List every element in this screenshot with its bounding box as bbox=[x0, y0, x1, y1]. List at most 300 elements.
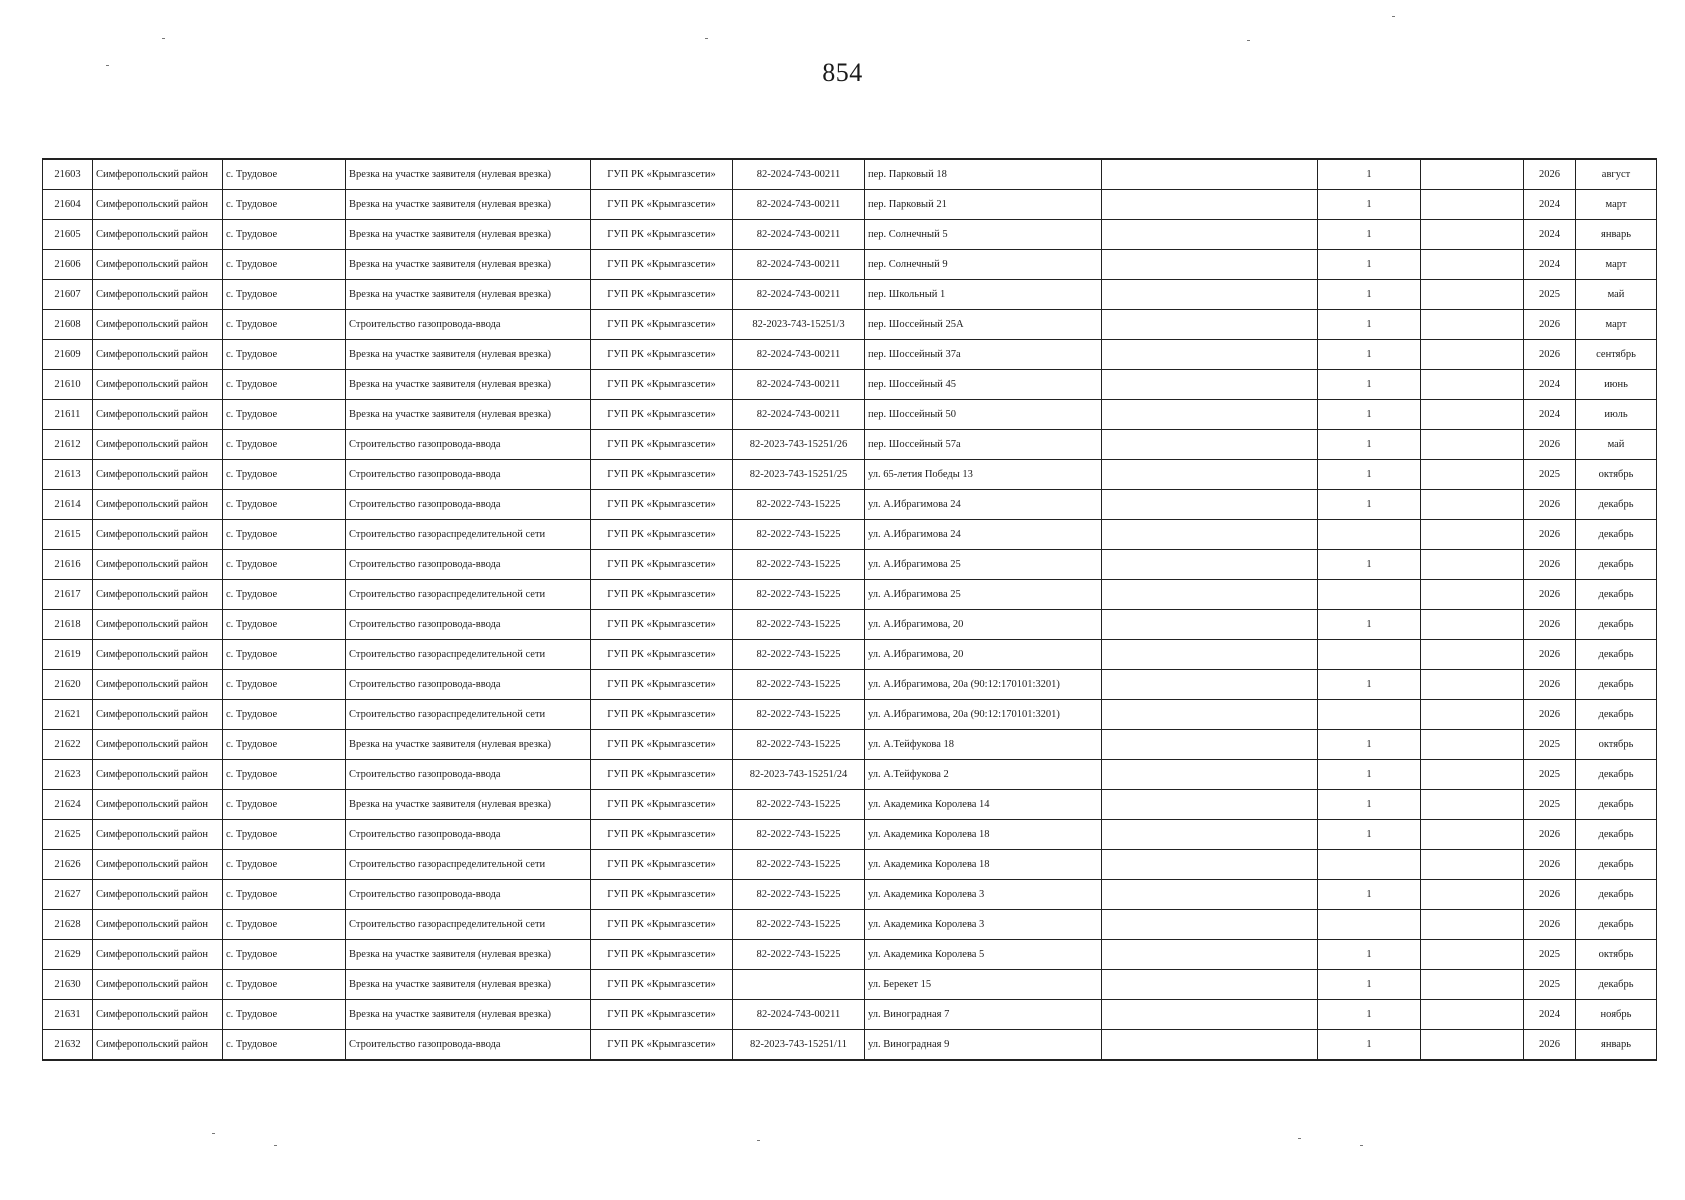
note-cell bbox=[1102, 580, 1318, 610]
month-cell: декабрь bbox=[1576, 760, 1657, 790]
work-type-cell: Врезка на участке заявителя (нулевая врезка) bbox=[346, 730, 591, 760]
district-cell: Симферопольский район bbox=[93, 1000, 223, 1030]
code-cell: 82-2024-743-00211 bbox=[733, 400, 865, 430]
organization-cell: ГУП РК «Крымгазсети» bbox=[591, 880, 733, 910]
extra-cell bbox=[1421, 850, 1524, 880]
quantity-cell: 1 bbox=[1318, 610, 1421, 640]
district-cell: Симферопольский район bbox=[93, 370, 223, 400]
organization-cell: ГУП РК «Крымгазсети» bbox=[591, 370, 733, 400]
work-type-cell: Строительство газопровода-ввода bbox=[346, 820, 591, 850]
scan-speck bbox=[274, 1145, 277, 1146]
address-cell: ул. А.Ибрагимова, 20 bbox=[865, 640, 1102, 670]
extra-cell bbox=[1421, 520, 1524, 550]
address-cell: пер. Шоссейный 57а bbox=[865, 430, 1102, 460]
table-row bbox=[43, 790, 1657, 820]
code-cell: 82-2024-743-00211 bbox=[733, 190, 865, 220]
month-cell: декабрь bbox=[1576, 640, 1657, 670]
address-cell: ул. А.Ибрагимова 24 bbox=[865, 490, 1102, 520]
table-row bbox=[43, 700, 1657, 730]
district-cell: Симферопольский район bbox=[93, 430, 223, 460]
table-row bbox=[43, 490, 1657, 520]
code-cell: 82-2024-743-00211 bbox=[733, 1000, 865, 1030]
table-row bbox=[43, 190, 1657, 220]
month-cell: декабрь bbox=[1576, 580, 1657, 610]
month-cell: январь bbox=[1576, 1030, 1657, 1061]
quantity-cell: 1 bbox=[1318, 370, 1421, 400]
locality-cell: с. Трудовое bbox=[223, 430, 346, 460]
district-cell: Симферопольский район bbox=[93, 610, 223, 640]
organization-cell: ГУП РК «Крымгазсети» bbox=[591, 1030, 733, 1061]
locality-cell: с. Трудовое bbox=[223, 250, 346, 280]
locality-cell: с. Трудовое bbox=[223, 1030, 346, 1061]
district-cell: Симферопольский район bbox=[93, 400, 223, 430]
address-cell: ул. 65-летия Победы 13 bbox=[865, 460, 1102, 490]
quantity-cell: 1 bbox=[1318, 190, 1421, 220]
quantity-cell: 1 bbox=[1318, 940, 1421, 970]
quantity-cell: 1 bbox=[1318, 1030, 1421, 1061]
note-cell bbox=[1102, 1030, 1318, 1061]
table-row bbox=[43, 250, 1657, 280]
page-number: 854 bbox=[822, 58, 863, 87]
work-type-cell: Строительство газораспределительной сети bbox=[346, 640, 591, 670]
organization-cell: ГУП РК «Крымгазсети» bbox=[591, 190, 733, 220]
table-row bbox=[43, 159, 1657, 190]
address-cell: пер. Шоссейный 25А bbox=[865, 310, 1102, 340]
month-cell: декабрь bbox=[1576, 610, 1657, 640]
district-cell: Симферопольский район bbox=[93, 820, 223, 850]
quantity-cell: 1 bbox=[1318, 820, 1421, 850]
district-cell: Симферопольский район bbox=[93, 640, 223, 670]
month-cell: декабрь bbox=[1576, 700, 1657, 730]
locality-cell: с. Трудовое bbox=[223, 190, 346, 220]
year-cell: 2024 bbox=[1524, 250, 1576, 280]
note-cell bbox=[1102, 670, 1318, 700]
district-cell: Симферопольский район bbox=[93, 910, 223, 940]
code-cell: 82-2022-743-15225 bbox=[733, 490, 865, 520]
row-number: 21605 bbox=[43, 220, 93, 250]
locality-cell: с. Трудовое bbox=[223, 880, 346, 910]
extra-cell bbox=[1421, 970, 1524, 1000]
month-cell: декабрь bbox=[1576, 820, 1657, 850]
locality-cell: с. Трудовое bbox=[223, 550, 346, 580]
extra-cell bbox=[1421, 250, 1524, 280]
scan-speck bbox=[162, 38, 165, 39]
work-type-cell: Строительство газопровода-ввода bbox=[346, 550, 591, 580]
extra-cell bbox=[1421, 159, 1524, 190]
locality-cell: с. Трудовое bbox=[223, 220, 346, 250]
year-cell: 2025 bbox=[1524, 730, 1576, 760]
quantity-cell: 1 bbox=[1318, 310, 1421, 340]
code-cell: 82-2022-743-15225 bbox=[733, 520, 865, 550]
address-cell: ул. Академика Королева 5 bbox=[865, 940, 1102, 970]
code-cell: 82-2023-743-15251/26 bbox=[733, 430, 865, 460]
extra-cell bbox=[1421, 400, 1524, 430]
year-cell: 2026 bbox=[1524, 610, 1576, 640]
table-row bbox=[43, 670, 1657, 700]
code-cell: 82-2022-743-15225 bbox=[733, 820, 865, 850]
row-number: 21612 bbox=[43, 430, 93, 460]
code-cell bbox=[733, 970, 865, 1000]
quantity-cell: 1 bbox=[1318, 490, 1421, 520]
scan-speck bbox=[1360, 1145, 1363, 1146]
organization-cell: ГУП РК «Крымгазсети» bbox=[591, 820, 733, 850]
locality-cell: с. Трудовое bbox=[223, 340, 346, 370]
organization-cell: ГУП РК «Крымгазсети» bbox=[591, 159, 733, 190]
year-cell: 2026 bbox=[1524, 700, 1576, 730]
organization-cell: ГУП РК «Крымгазсети» bbox=[591, 550, 733, 580]
code-cell: 82-2022-743-15225 bbox=[733, 610, 865, 640]
locality-cell: с. Трудовое bbox=[223, 790, 346, 820]
year-cell: 2026 bbox=[1524, 340, 1576, 370]
extra-cell bbox=[1421, 1000, 1524, 1030]
scan-speck bbox=[212, 1133, 215, 1134]
address-cell: ул. Академика Королева 3 bbox=[865, 880, 1102, 910]
code-cell: 82-2024-743-00211 bbox=[733, 220, 865, 250]
quantity-cell: 1 bbox=[1318, 400, 1421, 430]
extra-cell bbox=[1421, 730, 1524, 760]
code-cell: 82-2022-743-15225 bbox=[733, 850, 865, 880]
work-type-cell: Строительство газопровода-ввода bbox=[346, 610, 591, 640]
row-number: 21619 bbox=[43, 640, 93, 670]
year-cell: 2025 bbox=[1524, 460, 1576, 490]
district-cell: Симферопольский район bbox=[93, 790, 223, 820]
organization-cell: ГУП РК «Крымгазсети» bbox=[591, 850, 733, 880]
locality-cell: с. Трудовое bbox=[223, 610, 346, 640]
row-number: 21617 bbox=[43, 580, 93, 610]
month-cell: июль bbox=[1576, 400, 1657, 430]
work-type-cell: Врезка на участке заявителя (нулевая врезка) bbox=[346, 159, 591, 190]
organization-cell: ГУП РК «Крымгазсети» bbox=[591, 520, 733, 550]
extra-cell bbox=[1421, 760, 1524, 790]
extra-cell bbox=[1421, 670, 1524, 700]
note-cell bbox=[1102, 370, 1318, 400]
year-cell: 2026 bbox=[1524, 550, 1576, 580]
address-cell: пер. Солнечный 9 bbox=[865, 250, 1102, 280]
row-number: 21628 bbox=[43, 910, 93, 940]
code-cell: 82-2023-743-15251/3 bbox=[733, 310, 865, 340]
extra-cell bbox=[1421, 430, 1524, 460]
extra-cell bbox=[1421, 280, 1524, 310]
table-row bbox=[43, 460, 1657, 490]
month-cell: декабрь bbox=[1576, 550, 1657, 580]
organization-cell: ГУП РК «Крымгазсети» bbox=[591, 460, 733, 490]
extra-cell bbox=[1421, 340, 1524, 370]
registry-table bbox=[42, 158, 1657, 1061]
locality-cell: с. Трудовое bbox=[223, 1000, 346, 1030]
note-cell bbox=[1102, 340, 1318, 370]
year-cell: 2024 bbox=[1524, 190, 1576, 220]
note-cell bbox=[1102, 790, 1318, 820]
extra-cell bbox=[1421, 940, 1524, 970]
organization-cell: ГУП РК «Крымгазсети» bbox=[591, 910, 733, 940]
address-cell: ул. А.Тейфукова 18 bbox=[865, 730, 1102, 760]
table-row bbox=[43, 280, 1657, 310]
row-number: 21603 bbox=[43, 159, 93, 190]
quantity-cell bbox=[1318, 910, 1421, 940]
row-number: 21630 bbox=[43, 970, 93, 1000]
extra-cell bbox=[1421, 550, 1524, 580]
code-cell: 82-2023-743-15251/25 bbox=[733, 460, 865, 490]
table-row bbox=[43, 430, 1657, 460]
note-cell bbox=[1102, 220, 1318, 250]
code-cell: 82-2024-743-00211 bbox=[733, 250, 865, 280]
address-cell: пер. Шоссейный 50 bbox=[865, 400, 1102, 430]
year-cell: 2026 bbox=[1524, 670, 1576, 700]
district-cell: Симферопольский район bbox=[93, 580, 223, 610]
district-cell: Симферопольский район bbox=[93, 159, 223, 190]
extra-cell bbox=[1421, 580, 1524, 610]
code-cell: 82-2024-743-00211 bbox=[733, 340, 865, 370]
note-cell bbox=[1102, 1000, 1318, 1030]
work-type-cell: Строительство газопровода-ввода bbox=[346, 880, 591, 910]
extra-cell bbox=[1421, 1030, 1524, 1061]
work-type-cell: Строительство газораспределительной сети bbox=[346, 910, 591, 940]
address-cell: ул. Академика Королева 18 bbox=[865, 850, 1102, 880]
code-cell: 82-2022-743-15225 bbox=[733, 730, 865, 760]
address-cell: ул. А.Ибрагимова 25 bbox=[865, 580, 1102, 610]
note-cell bbox=[1102, 730, 1318, 760]
quantity-cell bbox=[1318, 700, 1421, 730]
note-cell bbox=[1102, 280, 1318, 310]
locality-cell: с. Трудовое bbox=[223, 159, 346, 190]
district-cell: Симферопольский район bbox=[93, 940, 223, 970]
district-cell: Симферопольский район bbox=[93, 760, 223, 790]
work-type-cell: Строительство газопровода-ввода bbox=[346, 760, 591, 790]
quantity-cell: 1 bbox=[1318, 280, 1421, 310]
year-cell: 2025 bbox=[1524, 940, 1576, 970]
extra-cell bbox=[1421, 880, 1524, 910]
row-number: 21608 bbox=[43, 310, 93, 340]
note-cell bbox=[1102, 610, 1318, 640]
address-cell: ул. Академика Королева 14 bbox=[865, 790, 1102, 820]
quantity-cell: 1 bbox=[1318, 460, 1421, 490]
table-row bbox=[43, 580, 1657, 610]
district-cell: Симферопольский район bbox=[93, 280, 223, 310]
code-cell: 82-2022-743-15225 bbox=[733, 550, 865, 580]
note-cell bbox=[1102, 700, 1318, 730]
code-cell: 82-2022-743-15225 bbox=[733, 700, 865, 730]
quantity-cell: 1 bbox=[1318, 430, 1421, 460]
work-type-cell: Строительство газораспределительной сети bbox=[346, 850, 591, 880]
code-cell: 82-2022-743-15225 bbox=[733, 790, 865, 820]
year-cell: 2026 bbox=[1524, 820, 1576, 850]
work-type-cell: Врезка на участке заявителя (нулевая врезка) bbox=[346, 790, 591, 820]
code-cell: 82-2022-743-15225 bbox=[733, 670, 865, 700]
extra-cell bbox=[1421, 640, 1524, 670]
district-cell: Симферопольский район bbox=[93, 850, 223, 880]
work-type-cell: Врезка на участке заявителя (нулевая врезка) bbox=[346, 370, 591, 400]
note-cell bbox=[1102, 550, 1318, 580]
locality-cell: с. Трудовое bbox=[223, 730, 346, 760]
note-cell bbox=[1102, 640, 1318, 670]
work-type-cell: Врезка на участке заявителя (нулевая врезка) bbox=[346, 400, 591, 430]
table-row bbox=[43, 820, 1657, 850]
district-cell: Симферопольский район bbox=[93, 670, 223, 700]
month-cell: июнь bbox=[1576, 370, 1657, 400]
note-cell bbox=[1102, 760, 1318, 790]
address-cell: ул. Виноградная 7 bbox=[865, 1000, 1102, 1030]
address-cell: пер. Шоссейный 37а bbox=[865, 340, 1102, 370]
table-row bbox=[43, 400, 1657, 430]
code-cell: 82-2022-743-15225 bbox=[733, 580, 865, 610]
organization-cell: ГУП РК «Крымгазсети» bbox=[591, 730, 733, 760]
row-number: 21622 bbox=[43, 730, 93, 760]
locality-cell: с. Трудовое bbox=[223, 640, 346, 670]
organization-cell: ГУП РК «Крымгазсети» bbox=[591, 580, 733, 610]
organization-cell: ГУП РК «Крымгазсети» bbox=[591, 490, 733, 520]
row-number: 21606 bbox=[43, 250, 93, 280]
extra-cell bbox=[1421, 490, 1524, 520]
table-row bbox=[43, 940, 1657, 970]
work-type-cell: Врезка на участке заявителя (нулевая врезка) bbox=[346, 190, 591, 220]
district-cell: Симферопольский район bbox=[93, 490, 223, 520]
locality-cell: с. Трудовое bbox=[223, 760, 346, 790]
code-cell: 82-2022-743-15225 bbox=[733, 880, 865, 910]
address-cell: пер. Школьный 1 bbox=[865, 280, 1102, 310]
organization-cell: ГУП РК «Крымгазсети» bbox=[591, 760, 733, 790]
note-cell bbox=[1102, 490, 1318, 520]
row-number: 21631 bbox=[43, 1000, 93, 1030]
month-cell: декабрь bbox=[1576, 880, 1657, 910]
code-cell: 82-2022-743-15225 bbox=[733, 940, 865, 970]
note-cell bbox=[1102, 159, 1318, 190]
note-cell bbox=[1102, 880, 1318, 910]
address-cell: пер. Солнечный 5 bbox=[865, 220, 1102, 250]
organization-cell: ГУП РК «Крымгазсети» bbox=[591, 1000, 733, 1030]
district-cell: Симферопольский район bbox=[93, 970, 223, 1000]
extra-cell bbox=[1421, 220, 1524, 250]
month-cell: декабрь bbox=[1576, 520, 1657, 550]
work-type-cell: Врезка на участке заявителя (нулевая врезка) bbox=[346, 220, 591, 250]
organization-cell: ГУП РК «Крымгазсети» bbox=[591, 970, 733, 1000]
work-type-cell: Врезка на участке заявителя (нулевая врезка) bbox=[346, 340, 591, 370]
quantity-cell: 1 bbox=[1318, 220, 1421, 250]
scan-speck bbox=[106, 65, 109, 66]
row-number: 21624 bbox=[43, 790, 93, 820]
year-cell: 2026 bbox=[1524, 430, 1576, 460]
month-cell: декабрь bbox=[1576, 670, 1657, 700]
month-cell: август bbox=[1576, 159, 1657, 190]
year-cell: 2026 bbox=[1524, 910, 1576, 940]
table-row bbox=[43, 730, 1657, 760]
table-row bbox=[43, 970, 1657, 1000]
row-number: 21604 bbox=[43, 190, 93, 220]
scan-speck bbox=[1247, 40, 1250, 41]
work-type-cell: Врезка на участке заявителя (нулевая врезка) bbox=[346, 940, 591, 970]
code-cell: 82-2024-743-00211 bbox=[733, 159, 865, 190]
locality-cell: с. Трудовое bbox=[223, 580, 346, 610]
organization-cell: ГУП РК «Крымгазсети» bbox=[591, 280, 733, 310]
quantity-cell: 1 bbox=[1318, 340, 1421, 370]
row-number: 21610 bbox=[43, 370, 93, 400]
district-cell: Симферопольский район bbox=[93, 190, 223, 220]
month-cell: май bbox=[1576, 280, 1657, 310]
row-number: 21618 bbox=[43, 610, 93, 640]
address-cell: ул. Берекет 15 bbox=[865, 970, 1102, 1000]
row-number: 21613 bbox=[43, 460, 93, 490]
district-cell: Симферопольский район bbox=[93, 460, 223, 490]
work-type-cell: Строительство газопровода-ввода bbox=[346, 1030, 591, 1061]
address-cell: ул. А.Ибрагимова 24 bbox=[865, 520, 1102, 550]
month-cell: январь bbox=[1576, 220, 1657, 250]
year-cell: 2025 bbox=[1524, 280, 1576, 310]
extra-cell bbox=[1421, 370, 1524, 400]
address-cell: пер. Парковый 18 bbox=[865, 159, 1102, 190]
address-cell: ул. А.Ибрагимова, 20а (90:12:170101:3201) bbox=[865, 670, 1102, 700]
organization-cell: ГУП РК «Крымгазсети» bbox=[591, 400, 733, 430]
code-cell: 82-2022-743-15225 bbox=[733, 910, 865, 940]
locality-cell: с. Трудовое bbox=[223, 520, 346, 550]
extra-cell bbox=[1421, 610, 1524, 640]
quantity-cell: 1 bbox=[1318, 550, 1421, 580]
work-type-cell: Строительство газораспределительной сети bbox=[346, 520, 591, 550]
year-cell: 2026 bbox=[1524, 310, 1576, 340]
work-type-cell: Строительство газопровода-ввода bbox=[346, 460, 591, 490]
row-number: 21626 bbox=[43, 850, 93, 880]
row-number: 21627 bbox=[43, 880, 93, 910]
work-type-cell: Врезка на участке заявителя (нулевая врезка) bbox=[346, 280, 591, 310]
note-cell bbox=[1102, 940, 1318, 970]
extra-cell bbox=[1421, 820, 1524, 850]
registry-table-body bbox=[43, 159, 1657, 1060]
note-cell bbox=[1102, 430, 1318, 460]
quantity-cell: 1 bbox=[1318, 670, 1421, 700]
district-cell: Симферопольский район bbox=[93, 880, 223, 910]
extra-cell bbox=[1421, 310, 1524, 340]
work-type-cell: Строительство газораспределительной сети bbox=[346, 700, 591, 730]
organization-cell: ГУП РК «Крымгазсети» bbox=[591, 640, 733, 670]
locality-cell: с. Трудовое bbox=[223, 850, 346, 880]
quantity-cell: 1 bbox=[1318, 159, 1421, 190]
work-type-cell: Врезка на участке заявителя (нулевая врезка) bbox=[346, 250, 591, 280]
year-cell: 2026 bbox=[1524, 640, 1576, 670]
quantity-cell bbox=[1318, 640, 1421, 670]
code-cell: 82-2024-743-00211 bbox=[733, 370, 865, 400]
work-type-cell: Строительство газопровода-ввода bbox=[346, 490, 591, 520]
month-cell: октябрь bbox=[1576, 940, 1657, 970]
quantity-cell: 1 bbox=[1318, 1000, 1421, 1030]
year-cell: 2024 bbox=[1524, 400, 1576, 430]
table-row bbox=[43, 610, 1657, 640]
year-cell: 2025 bbox=[1524, 790, 1576, 820]
row-number: 21611 bbox=[43, 400, 93, 430]
table-row bbox=[43, 550, 1657, 580]
work-type-cell: Врезка на участке заявителя (нулевая врезка) bbox=[346, 970, 591, 1000]
work-type-cell: Врезка на участке заявителя (нулевая врезка) bbox=[346, 1000, 591, 1030]
work-type-cell: Строительство газораспределительной сети bbox=[346, 580, 591, 610]
district-cell: Симферопольский район bbox=[93, 550, 223, 580]
year-cell: 2026 bbox=[1524, 1030, 1576, 1061]
year-cell: 2024 bbox=[1524, 370, 1576, 400]
district-cell: Симферопольский район bbox=[93, 310, 223, 340]
locality-cell: с. Трудовое bbox=[223, 490, 346, 520]
table-row bbox=[43, 520, 1657, 550]
district-cell: Симферопольский район bbox=[93, 730, 223, 760]
row-number: 21621 bbox=[43, 700, 93, 730]
table-row bbox=[43, 850, 1657, 880]
address-cell: ул. Виноградная 9 bbox=[865, 1030, 1102, 1061]
quantity-cell: 1 bbox=[1318, 730, 1421, 760]
quantity-cell: 1 bbox=[1318, 790, 1421, 820]
month-cell: март bbox=[1576, 310, 1657, 340]
note-cell bbox=[1102, 190, 1318, 220]
quantity-cell: 1 bbox=[1318, 760, 1421, 790]
district-cell: Симферопольский район bbox=[93, 520, 223, 550]
address-cell: ул. А.Ибрагимова 25 bbox=[865, 550, 1102, 580]
organization-cell: ГУП РК «Крымгазсети» bbox=[591, 700, 733, 730]
address-cell: пер. Парковый 21 bbox=[865, 190, 1102, 220]
extra-cell bbox=[1421, 190, 1524, 220]
